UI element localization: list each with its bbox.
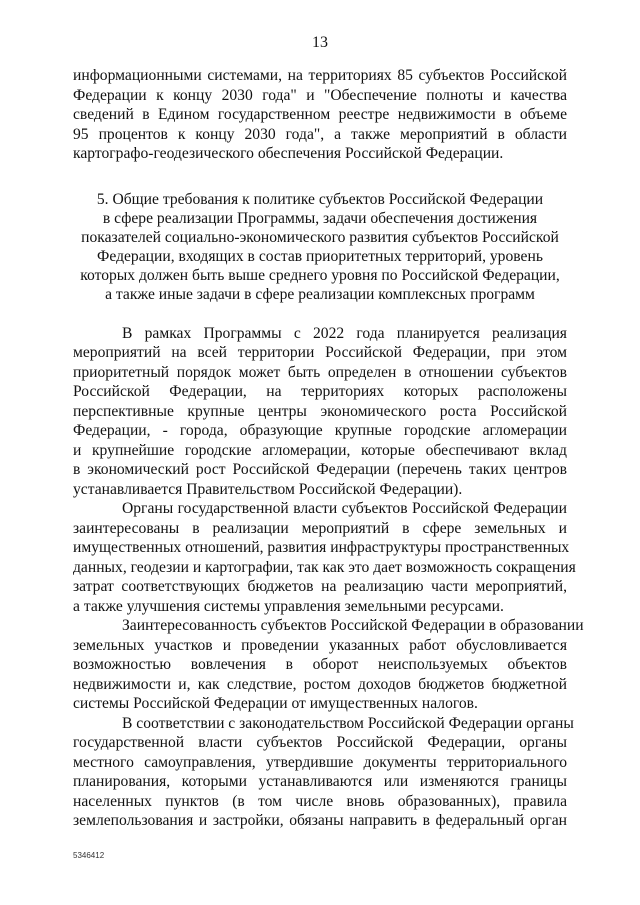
text-line: Заинтересованность субъектов Российской Федерации в образовании xyxy=(122,617,584,634)
text-line: населенных пунктов (в том числе вновь образованных), правила xyxy=(73,792,567,810)
heading-line: в сфере реализации Программы, задачи обеспечения достижения xyxy=(102,209,538,227)
text-line: а также улучшения системы управления земельными ресурсами. xyxy=(73,597,504,615)
text-line: планирования, которыми устанавливаются или изменяются границы xyxy=(73,773,567,790)
text-line: системы Российской Федерации от имущественных налогов. xyxy=(73,695,478,712)
text-line: Федерации к концу 2030 года" и "Обеспечение полноты и качества xyxy=(73,86,567,104)
text-line: В рамках Программы с 2022 года планируется реализация xyxy=(122,324,567,342)
text-line: сведений в Едином государственном реестре недвижимости в объеме xyxy=(73,106,567,123)
paragraph-program-scope xyxy=(73,324,567,500)
text-line: государственной власти субъектов Российской Федерации, органы xyxy=(73,734,567,751)
text-line: 95 процентов к концу 2030 года", а также мероприятий в области xyxy=(73,125,567,143)
text-line: имущественных отношений, развития инфраструктуры пространственных xyxy=(73,539,570,556)
document-body xyxy=(73,66,584,831)
text-line: приоритетный порядок может быть определен в отношении субъектов xyxy=(73,363,567,381)
heading-line: показателей социально-экономического развития субъектов Российской xyxy=(81,228,559,246)
text-line: устанавливается Правительством Российской Федерации). xyxy=(73,480,463,498)
text-line: земельных участков и проведении указанных работ обусловливается xyxy=(73,636,567,654)
text-line: недвижимости и, как следствие, ростом доходов бюджетов бюджетной xyxy=(73,675,567,693)
text-line: и крупнейшие городские агломерации, которые обеспечивают вклад xyxy=(73,441,567,459)
paragraph-legislation xyxy=(73,714,574,831)
text-line: заинтересованы в реализации мероприятий в сфере земельных и xyxy=(73,519,567,537)
text-line: перспективные крупные центры экономического роста Российской xyxy=(73,402,567,420)
text-line: мероприятий на всей территории Российской Федерации, при этом xyxy=(73,344,567,361)
heading-line: 5. Общие требования к политике субъектов Российской Федерации xyxy=(96,190,544,208)
text-line: затрат соответствующих бюджетов на реализацию части мероприятий, xyxy=(73,578,567,595)
document-code: 5346412 xyxy=(73,851,105,860)
page-number: 13 xyxy=(312,34,328,51)
text-line: Органы государственной власти субъектов Российской Федерации xyxy=(122,500,567,517)
text-line: Федерации, - города, образующие крупные городские агломерации xyxy=(73,422,567,439)
heading-line: которых должен быть выше среднего уровня по Российской Федерации, xyxy=(80,266,560,284)
text-line: возможностью вовлечения в оборот неиспользуемых объектов xyxy=(73,656,567,673)
text-line: данных, геодезии и картографии, так как это дает возможность сокращения xyxy=(73,558,576,576)
section-heading xyxy=(73,190,567,304)
paragraph-regional-authorities xyxy=(73,499,576,616)
intro-paragraph xyxy=(73,66,567,164)
heading-line: а также иные задачи в сфере реализации комплексных программ xyxy=(105,285,535,303)
text-line: В соответствии с законодательством Российской Федерации органы xyxy=(122,714,574,732)
paragraph-interest xyxy=(73,616,584,714)
text-line: картографо-геодезического обеспечения Российской Федерации. xyxy=(73,145,504,162)
text-line: информационными системами, на территориях 85 субъектов Российской xyxy=(73,67,567,84)
text-line: местного самоуправления, утвердившие документы территориального xyxy=(73,753,567,771)
text-line: землепользования и застройки, обязаны направить в федеральный орган xyxy=(73,812,567,829)
text-line: Российской Федерации, на территориях которых расположены xyxy=(73,383,567,400)
heading-line: Федерации, входящих в состав приоритетных территорий, уровень xyxy=(97,247,543,265)
text-line: в экономический рост Российской Федерации (перечень таких центров xyxy=(73,461,567,478)
